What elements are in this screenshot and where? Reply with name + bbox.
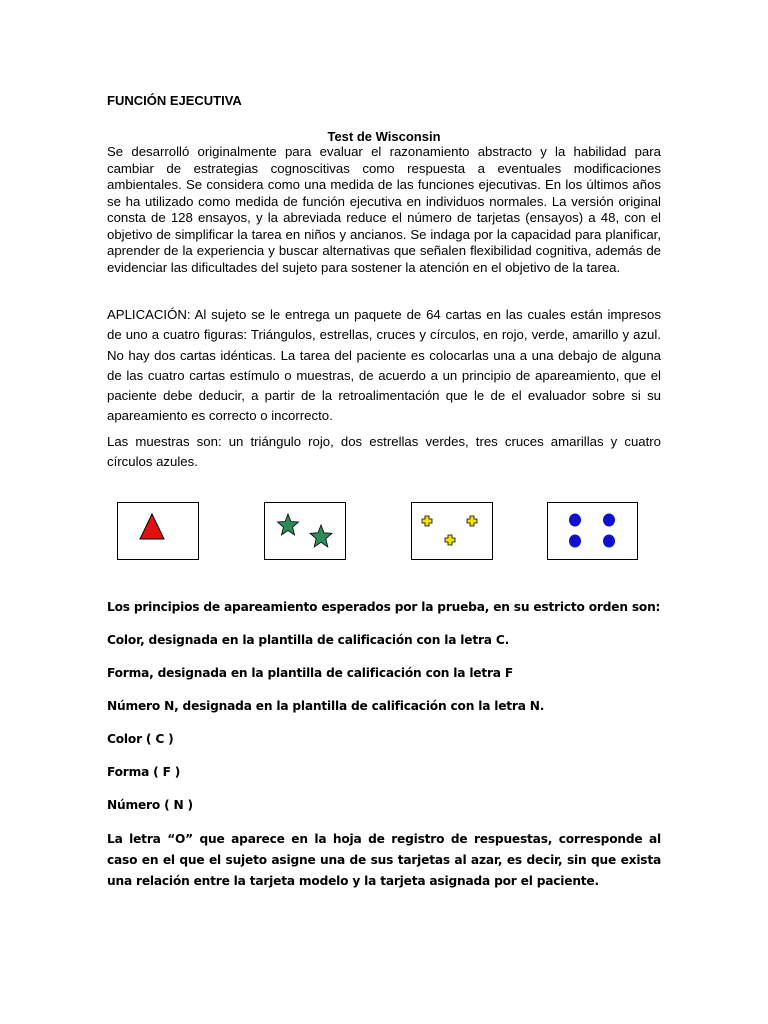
circle-icon [603, 535, 615, 548]
cross-icon [445, 535, 455, 545]
section-heading: FUNCIÓN EJECUTIVA [107, 93, 242, 108]
principles-intro: Los principios de apareamiento esperados por la prueba, en su estricto orden son: [107, 600, 661, 614]
samples-paragraph: Las muestras son: un triángulo rojo, dos estrellas verdes, tres cruces amarillas y cuatro círculos azules. [107, 434, 661, 470]
card-two-green-stars [264, 502, 346, 560]
principle-item: Número N, designada en la plantilla de calificación con la letra N. [107, 699, 545, 713]
closing-paragraph: La letra “O” que aparece en la hoja de registro de respuestas, corresponde al caso en el que el sujeto asigne una de sus tarjetas al azar, es decir, sin que exista una relación entre la tarjeta modelo y la tarjeta asignada por el paciente. [107, 832, 661, 888]
principle-code: Color ( C ) [107, 732, 174, 746]
cross-icon [422, 516, 432, 526]
principle-code: Forma ( F ) [107, 765, 181, 779]
circle-icon [603, 514, 615, 527]
circle-icon [569, 514, 581, 527]
star-icon [278, 514, 299, 535]
star-icon [310, 525, 332, 547]
card-three-yellow-crosses [411, 502, 493, 560]
principle-code: Número ( N ) [107, 798, 193, 812]
card-one-red-triangle [117, 502, 199, 560]
cross-icon [467, 516, 477, 526]
application-paragraph: APLICACIÓN: Al sujeto se le entrega un paquete de 64 cartas en las cuales están impresos de uno a cuatro figuras: Triángulos, estrellas, cruces y círculos, en rojo, verde, amarillo y azul. No hay dos cartas idénticas. La tarea del paciente es colocarlas una a una debajo de alguna de las cuatro cartas estímulo o muestras, de acuerdo a un principio de apareamiento, que el paciente debe deducir, a partir de la retroalimentación que le de el evaluador sobre si su apareamiento es correcto o incorrecto. [107, 307, 661, 424]
stimulus-cards [107, 502, 667, 564]
principle-item: Color, designada en la plantilla de calificación con la letra C. [107, 633, 509, 647]
triangle-icon [140, 514, 164, 539]
principle-item: Forma, designada en la plantilla de calificación con la letra F [107, 666, 513, 680]
card-four-blue-circles [547, 502, 638, 560]
intro-paragraph: Se desarrolló originalmente para evaluar el razonamiento abstracto y la habilidad para cambiar de estrategias cognoscitivas como respuesta a eventuales modificaciones ambientales. Se considera como una medida de las funciones ejecutivas. En los últimos años se ha utilizado como medida de función ejecutiva en individuos normales. La versión original consta de 128 ensayos, y la abreviada reduce el número de tarjetas (ensayos) a 48, con el objetivo de simplificar la tarea en niños y ancianos. Se indaga por la capacidad para planificar, aprender de la experiencia y buscar alternativas que señalen flexibilidad cognitiva, además de evidenciar las dificultades del sujeto para sostener la atención en el objetivo de la tarea. [107, 144, 661, 275]
circle-icon [569, 535, 581, 548]
test-title: Test de Wisconsin [327, 129, 441, 144]
